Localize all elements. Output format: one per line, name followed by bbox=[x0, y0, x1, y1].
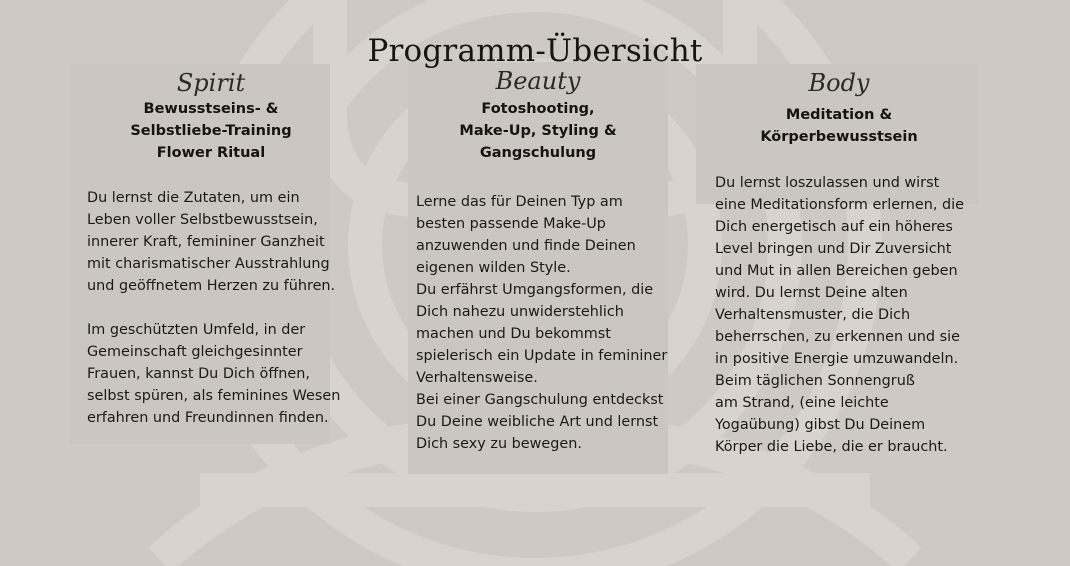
text-line: am Strand, (eine leichte bbox=[715, 395, 889, 411]
text-line: Du lernst loszulassen und wirst bbox=[715, 175, 940, 191]
text-line: Bei einer Gangschulung entdeckst bbox=[416, 392, 664, 408]
subtitle-beauty bbox=[408, 98, 668, 164]
text-line: Du Deine weibliche Art und lernst bbox=[416, 414, 659, 430]
text-line: Frauen, kannst Du Dich öffnen, bbox=[87, 366, 310, 382]
subtitle-line: Bewusstseins- & bbox=[143, 101, 279, 117]
column-spirit bbox=[76, 68, 346, 164]
subtitle-line: Gangschulung bbox=[479, 145, 597, 161]
text-line: besten passende Make-Up bbox=[416, 216, 606, 232]
description-spirit bbox=[87, 187, 347, 429]
text-line: Verhaltensmuster, die Dich bbox=[715, 307, 911, 323]
text-line: Du erfährst Umgangsformen, die bbox=[416, 282, 654, 298]
subtitle-line: Fotoshooting, bbox=[481, 101, 595, 117]
subtitle-spirit bbox=[76, 98, 346, 164]
text-line: spielerisch ein Update in femininer bbox=[416, 348, 668, 364]
text-line: selbst spüren, als feminines Wesen bbox=[87, 388, 341, 404]
column-beauty bbox=[408, 66, 668, 164]
text-line: Beim täglichen Sonnengruß bbox=[715, 373, 915, 389]
text-line: eine Meditationsform erlernen, die bbox=[715, 197, 964, 213]
text-line: beherrschen, zu erkennen und sie bbox=[715, 329, 960, 345]
text-line: Yogaübung) gibst Du Deinem bbox=[715, 417, 926, 433]
text-line: eigenen wilden Style. bbox=[416, 260, 571, 276]
subtitle-body bbox=[708, 104, 970, 148]
text-line: und geöffnetem Herzen zu führen. bbox=[87, 278, 336, 294]
text-line: Körper die Liebe, die er braucht. bbox=[715, 439, 948, 455]
text-line: Dich nahezu unwiderstehlich bbox=[416, 304, 624, 320]
text-line: Level bringen und Dir Zuversicht bbox=[715, 241, 952, 257]
text-line: Du lernst die Zutaten, um ein bbox=[87, 190, 300, 206]
text-line: Verhaltensweise. bbox=[416, 370, 538, 386]
text-line: Lerne das für Deinen Typ am bbox=[416, 194, 623, 210]
page-title: Programm-Übersicht bbox=[367, 32, 703, 69]
subtitle-line: Selbstliebe-Training bbox=[130, 123, 292, 139]
text-line: und Mut in allen Bereichen geben bbox=[715, 263, 958, 279]
text-line: erfahren und Freundinnen finden. bbox=[87, 410, 329, 426]
text-line: Leben voller Selbstbewusstsein, bbox=[87, 212, 318, 228]
text-line: wird. Du lernst Deine alten bbox=[715, 285, 908, 301]
script-heading-beauty: Beauty bbox=[495, 67, 581, 95]
description-body bbox=[715, 172, 977, 458]
text-line: mit charismatischer Ausstrahlung bbox=[87, 256, 330, 272]
description-beauty bbox=[416, 191, 666, 455]
subtitle-line: Flower Ritual bbox=[156, 145, 266, 161]
column-body bbox=[708, 68, 970, 148]
script-heading-body: Body bbox=[808, 69, 870, 97]
text-line: machen und Du bekommst bbox=[416, 326, 611, 342]
text-line: Gemeinschaft gleichgesinnter bbox=[87, 344, 303, 360]
text-line: anzuwenden und finde Deinen bbox=[416, 238, 636, 254]
text-line: innerer Kraft, femininer Ganzheit bbox=[87, 234, 325, 250]
text-line: Dich sexy zu bewegen. bbox=[416, 436, 582, 452]
text-line: in positive Energie umzuwandeln. bbox=[715, 351, 959, 367]
text-line: Im geschützten Umfeld, in der bbox=[87, 322, 306, 338]
subtitle-line: Make-Up, Styling & bbox=[459, 123, 617, 139]
subtitle-line: Körperbewusstsein bbox=[760, 129, 918, 145]
subtitle-line: Meditation & bbox=[785, 107, 893, 123]
script-heading-spirit: Spirit bbox=[176, 69, 246, 97]
text-line: Dich energetisch auf ein höheres bbox=[715, 219, 953, 235]
